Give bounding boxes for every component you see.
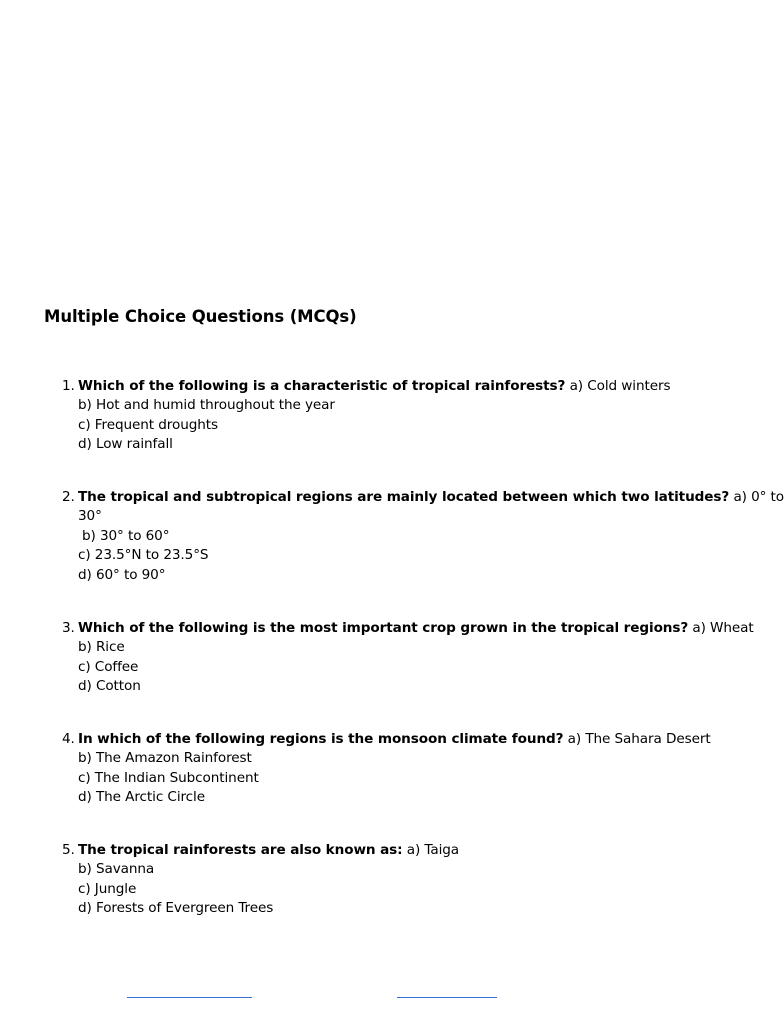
- option-a: a) 0° to: [733, 489, 784, 505]
- option-d: d) The Arctic Circle: [78, 789, 205, 806]
- question-number: 3.: [62, 620, 75, 636]
- question-5: [62, 841, 732, 919]
- question-2: [62, 488, 784, 585]
- option-d: d) Forests of Evergreen Trees: [78, 900, 274, 917]
- option-b: b) Rice: [78, 639, 125, 656]
- option-d: d) Low rainfall: [78, 436, 173, 453]
- question-text: The tropical and subtropical regions are mainly located between which two latitudes?: [78, 489, 730, 505]
- option-a: a) The Sahara Desert: [567, 731, 711, 747]
- option-a: a) Cold winters: [569, 378, 671, 394]
- question-text: The tropical rainforests are also known as:: [78, 842, 403, 858]
- question-3: [62, 619, 754, 697]
- option-d: d) Cotton: [78, 678, 141, 695]
- option-a: a) Taiga: [406, 842, 460, 858]
- question-number: 4.: [62, 731, 75, 747]
- option-d: d) 60° to 90°: [78, 566, 166, 583]
- footer-link-underline-left[interactable]: [127, 997, 252, 998]
- option-c: c) 23.5°N to 23.5°S: [78, 547, 209, 564]
- option-a: a) Wheat: [692, 620, 754, 636]
- question-text: Which of the following is the most important crop grown in the tropical regions?: [78, 620, 689, 636]
- question-text: In which of the following regions is the monsoon climate found?: [78, 731, 564, 747]
- question-text: Which of the following is a characteristic of tropical rainforests?: [78, 378, 566, 394]
- question-number: 1.: [62, 378, 75, 394]
- page-title: Multiple Choice Questions (MCQs): [44, 307, 357, 326]
- option-b: b) Savanna: [78, 861, 155, 878]
- question-1: [62, 377, 732, 455]
- question-number: 2.: [62, 489, 75, 505]
- option-c: c) Frequent droughts: [78, 416, 218, 433]
- footer-link-underline-right[interactable]: [397, 997, 497, 998]
- option-b: b) 30° to 60°: [82, 527, 170, 544]
- question-4: [62, 730, 732, 808]
- option-b: b) The Amazon Rainforest: [78, 750, 252, 767]
- option-a-continued: 30°: [78, 508, 102, 525]
- option-c: c) Coffee: [78, 658, 139, 675]
- question-number: 5.: [62, 842, 75, 858]
- option-b: b) Hot and humid throughout the year: [78, 397, 335, 414]
- option-c: c) The Indian Subcontinent: [78, 769, 259, 786]
- option-c: c) Jungle: [78, 880, 137, 897]
